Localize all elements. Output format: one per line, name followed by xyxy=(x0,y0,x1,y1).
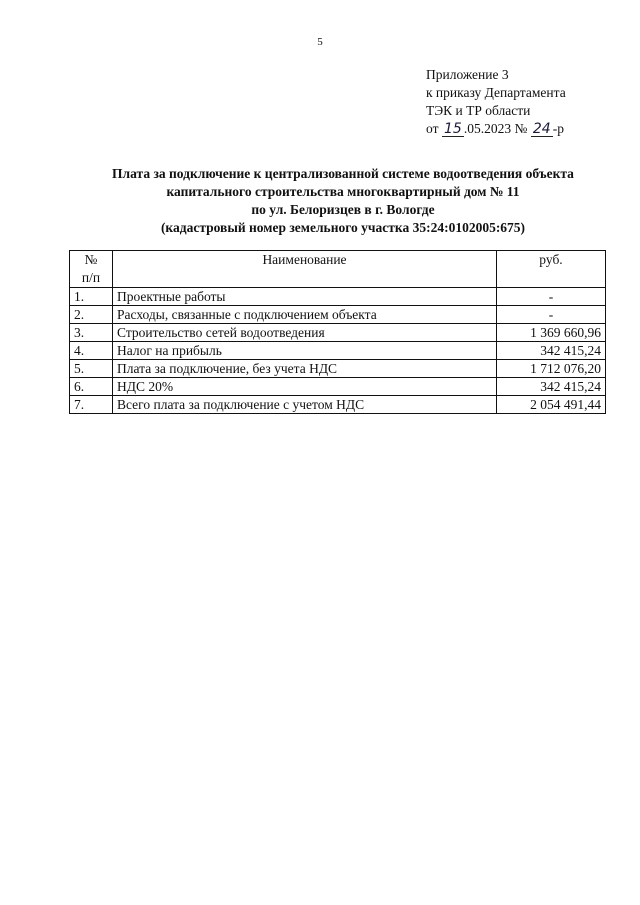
page-number: 5 xyxy=(317,36,323,48)
row-num: 5. xyxy=(70,360,113,378)
table-row xyxy=(70,288,606,306)
table-row xyxy=(70,396,606,414)
table-row xyxy=(70,342,606,360)
appendix-block xyxy=(426,66,566,138)
table-header-row xyxy=(70,251,606,288)
date-rest: .05.2023 № xyxy=(463,121,528,136)
row-name: Расходы, связанные с подключением объекта xyxy=(113,306,497,324)
row-name: Всего плата за подключение с учетом НДС xyxy=(113,396,497,414)
title-line-3: по ул. Белоризцев в г. Вологде xyxy=(251,202,435,217)
fee-table xyxy=(69,250,606,414)
row-value: 2 054 491,44 xyxy=(497,396,606,414)
appendix-order-ref: к приказу Департамента xyxy=(426,85,566,100)
table-row xyxy=(70,378,606,396)
appendix-date-line xyxy=(426,120,566,138)
header-name: Наименование xyxy=(113,251,497,288)
row-value: 342 415,24 xyxy=(497,378,606,396)
row-name: Плата за подключение, без учета НДС xyxy=(113,360,497,378)
row-num: 4. xyxy=(70,342,113,360)
table-row xyxy=(70,360,606,378)
row-value: - xyxy=(497,288,606,306)
header-num: № п/п xyxy=(70,251,113,288)
date-prefix: от xyxy=(426,121,439,136)
table-row xyxy=(70,324,606,342)
title-line-2: капитального строительства многоквартирный дом № 11 xyxy=(166,184,520,199)
row-num: 6. xyxy=(70,378,113,396)
table-row xyxy=(70,306,606,324)
appendix-department: ТЭК и ТР области xyxy=(426,103,531,118)
date-day-handwritten: 15 xyxy=(442,122,464,137)
document-title xyxy=(60,165,626,237)
row-name: Строительство сетей водоотведения xyxy=(113,324,497,342)
title-line-1: Плата за подключение к централизованной системе водоотведения объекта xyxy=(112,166,574,181)
row-name: Налог на прибыль xyxy=(113,342,497,360)
header-rub: руб. xyxy=(497,251,606,288)
row-value: 1 369 660,96 xyxy=(497,324,606,342)
row-num: 2. xyxy=(70,306,113,324)
order-number-handwritten: 24 xyxy=(531,122,553,137)
row-name: НДС 20% xyxy=(113,378,497,396)
row-value: 1 712 076,20 xyxy=(497,360,606,378)
row-num: 7. xyxy=(70,396,113,414)
title-line-4: (кадастровый номер земельного участка 35:24:0102005:675) xyxy=(160,220,526,235)
order-suffix: -р xyxy=(552,121,564,136)
appendix-title: Приложение 3 xyxy=(426,67,509,82)
row-num: 3. xyxy=(70,324,113,342)
row-name: Проектные работы xyxy=(113,288,497,306)
row-value: 342 415,24 xyxy=(497,342,606,360)
row-num: 1. xyxy=(70,288,113,306)
row-value: - xyxy=(497,306,606,324)
